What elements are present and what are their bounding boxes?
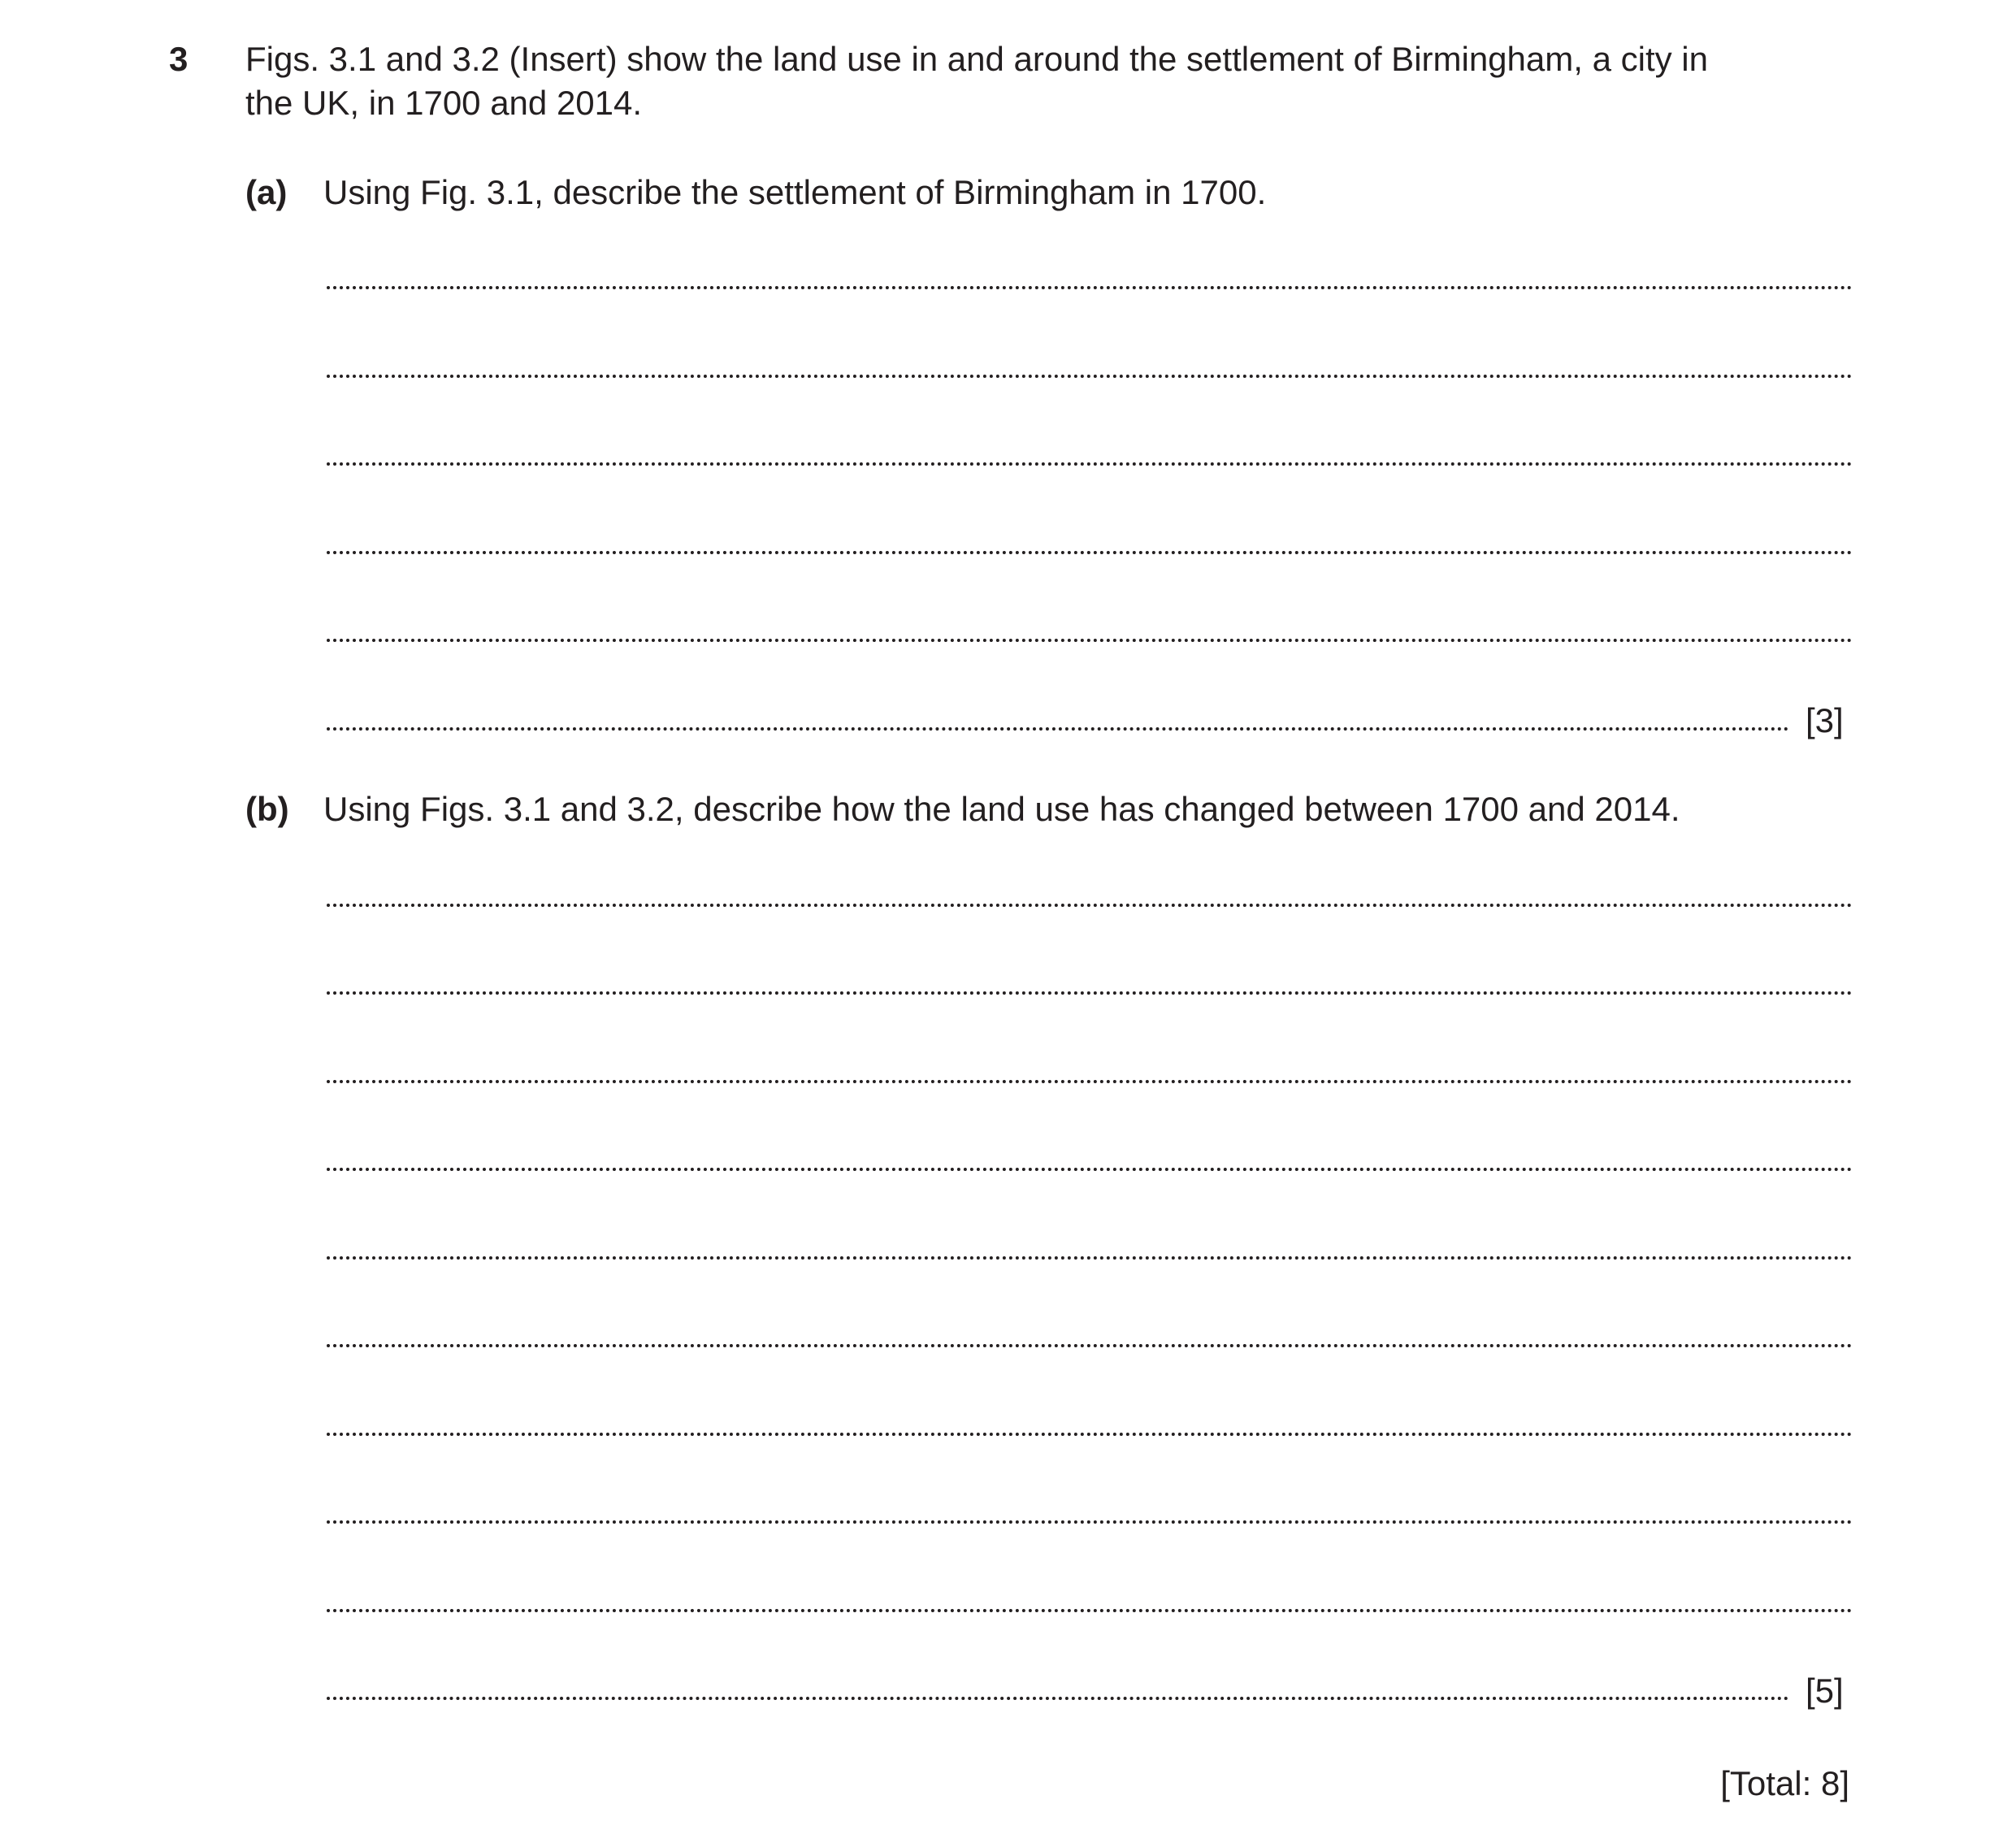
part-b-label: (b) [245, 790, 289, 828]
part-b-answer-line-8[interactable] [327, 1520, 1853, 1524]
part-b-answer-line-6[interactable] [327, 1344, 1853, 1347]
part-b-answer-line-5[interactable] [327, 1256, 1853, 1260]
part-b-answer-line-4[interactable] [327, 1168, 1853, 1171]
part-b-text: Using Figs. 3.1 and 3.2, describe how the land use has changed between 1700 and 2014. [323, 790, 1680, 828]
total-marks: [Total: 8] [1720, 1764, 1849, 1802]
question-number: 3 [169, 40, 189, 78]
part-b-answer-line-1[interactable] [327, 904, 1853, 907]
part-b-marks: [5] [1806, 1672, 1844, 1710]
part-b-answer-line-2[interactable] [327, 991, 1853, 995]
part-a-marks: [3] [1806, 701, 1844, 739]
part-a-answer-line-2[interactable] [327, 375, 1853, 378]
part-b-answer-line-7[interactable] [327, 1433, 1853, 1436]
part-b-answer-line-9[interactable] [327, 1609, 1853, 1612]
part-a-text: Using Fig. 3.1, describe the settlement of Birmingham in 1700. [323, 173, 1267, 211]
question-stem [245, 37, 1871, 125]
part-a-answer-line-5[interactable] [327, 639, 1853, 642]
part-a-answer-line-6[interactable] [327, 727, 1789, 731]
part-a-answer-line-1[interactable] [327, 286, 1853, 289]
question-stem-line-2: the UK, in 1700 and 2014. [245, 84, 643, 122]
part-b-answer-line-3[interactable] [327, 1080, 1853, 1083]
part-a-answer-line-3[interactable] [327, 462, 1853, 466]
part-b-answer-line-10[interactable] [327, 1697, 1789, 1700]
question-stem-line-1: Figs. 3.1 and 3.2 (Insert) show the land use in and around the settlement of Birmingham, a city in [245, 40, 1708, 78]
part-a-label: (a) [245, 173, 288, 211]
part-a-answer-line-4[interactable] [327, 551, 1853, 554]
